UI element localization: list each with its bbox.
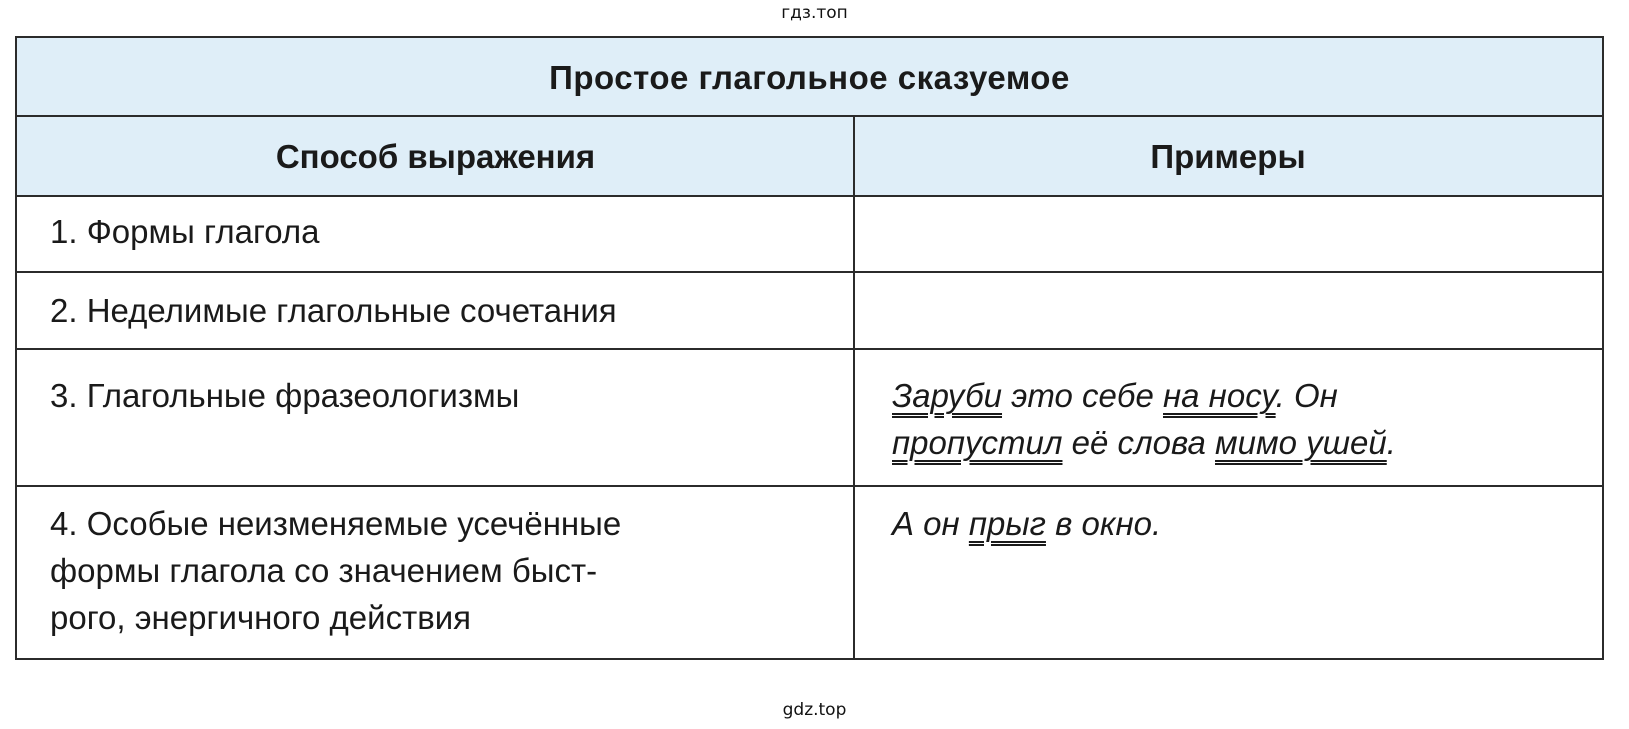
table-row-2-examples bbox=[855, 273, 1602, 348]
example-phrase-underlined: мимо ушей bbox=[1215, 424, 1387, 461]
example-text: в окно. bbox=[1045, 505, 1162, 542]
example-text: . bbox=[1386, 424, 1396, 461]
divider bbox=[17, 485, 1602, 487]
example-text: А он bbox=[892, 505, 969, 542]
example-line bbox=[892, 372, 1602, 419]
example-text: её слова bbox=[1062, 424, 1216, 461]
predicate-table bbox=[15, 36, 1604, 660]
method-line: 4. Особые неизменяемые усечённые bbox=[50, 505, 622, 542]
table-row-1-method: 1. Формы глагола bbox=[50, 213, 320, 250]
table-row-3-method: 3. Глагольные фразеологизмы bbox=[50, 377, 520, 414]
example-phrase-underlined: прыг bbox=[968, 505, 1046, 542]
table-row-3-examples bbox=[855, 372, 1602, 466]
method-line: рого, энергичного действия bbox=[50, 599, 472, 636]
table-row-4-examples bbox=[855, 500, 1602, 547]
column-header-method: Способ выражения bbox=[17, 117, 854, 197]
example-phrase-underlined: пропустил bbox=[892, 424, 1063, 461]
example-line bbox=[892, 419, 1602, 466]
table-row-4-method bbox=[17, 500, 853, 641]
divider bbox=[17, 348, 1602, 350]
watermark-bottom: gdz.top bbox=[782, 700, 847, 720]
example-phrase-underlined: Заруби bbox=[892, 377, 1003, 414]
watermark-top: гдз.топ bbox=[781, 3, 848, 23]
column-header-examples: Примеры bbox=[854, 117, 1602, 197]
example-phrase-underlined: на носу bbox=[1163, 377, 1276, 414]
table-row-1-examples bbox=[855, 197, 1602, 272]
table-row-2-method: 2. Неделимые глагольные сочетания bbox=[50, 292, 617, 329]
method-line: формы глагола со значением быст- bbox=[50, 552, 598, 589]
example-line bbox=[892, 500, 1602, 547]
example-text: это себе bbox=[1002, 377, 1163, 414]
example-text: . Он bbox=[1275, 377, 1338, 414]
table-title: Простое глагольное сказуемое bbox=[17, 38, 1602, 117]
